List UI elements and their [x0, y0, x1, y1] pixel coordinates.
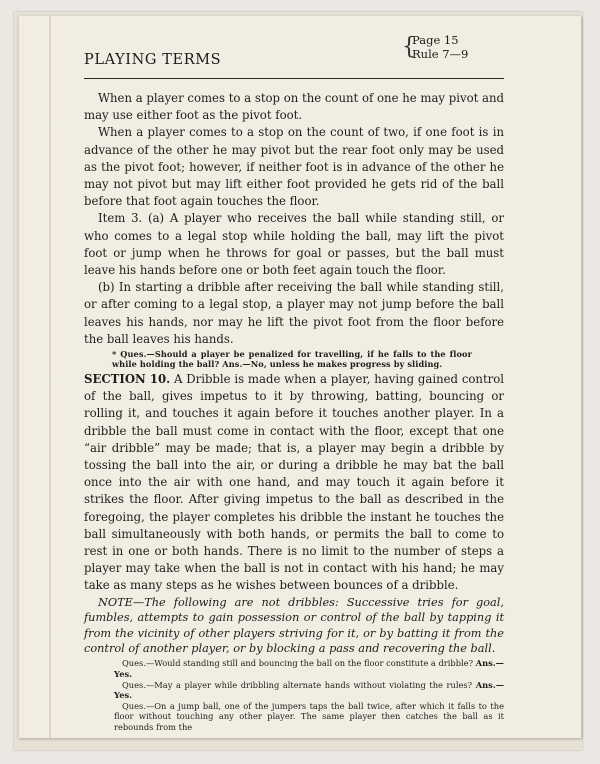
- page-header: [84, 34, 504, 78]
- paragraph-pivot-one: When a player comes to a stop on the count of one he may pivot and may use either foot as the pivot foot.: [84, 91, 504, 123]
- question-list: [84, 658, 504, 732]
- section-label: SECTION 10.: [84, 372, 171, 387]
- question-item: Ques.—Would standing still and bouncing the ball on the floor constitute a dribble? Ans.—Yes.: [114, 658, 504, 679]
- page-number: Page 15: [412, 33, 459, 47]
- page-gutter: [49, 16, 51, 738]
- section-text: A Dribble is made when a player, having gained control of the ball, gives impetus to it by throwing, batting, bouncing or rolling it, and touches it again before it touches another player. In a dribble the ball must come in contact with the floor, except that one “air dribble” may be made; that is, a player may begin a dribble by tossing the ball into the air, or during a dribble he may bat the ball once into the air with one hand, and may touch it again before it strikes the floor. After giving impetus to the ball as described in the foregoing, the player completes his dribble the instant he touches the ball simultaneously with both hands, or permits the ball to come to rest in one or both hands. There is no limit to the number of steps a player may take when the ball is not in contact with his hand; he may take as many steps as he wishes between bounces of a dribble.: [84, 372, 504, 593]
- header-divider: [84, 78, 504, 79]
- brace-icon: {: [402, 33, 416, 60]
- question-travelling: * Ques.—Should a player be penalized for travelling, if he falls to the floor while holding the ball? Ans.—No, unless he makes progress by sliding.: [112, 349, 472, 370]
- page-body: [84, 90, 504, 732]
- paragraph-item-3a: Item 3. (a) A player who receives the ball while standing still, or who comes to a legal stop while holding the ball, may lift the pivot foot or jump when he throws for goal or passes, but the ball must leave his hands before one or both feet again touch the floor.: [84, 211, 504, 278]
- section-10: [84, 371, 504, 595]
- page-title: PLAYING TERMS: [84, 52, 222, 68]
- question-item: Ques.—On a jump ball, one of the jumpers taps the ball twice, after which it falls to the floor without touching any other player. The same player then catches the ball as it rebounds from the: [114, 700, 504, 732]
- question-item: Ques.—May a player while dribbling alternate hands without violating the rules? Ans.—Yes.: [114, 679, 505, 701]
- paragraph-pivot-two: When a player comes to a stop on the count of two, if one foot is in advance of the other he may pivot but the rear foot only may be used as the pivot foot; however, if neither foot is in advance of the other he may not pivot but may lift either foot provided he gets rid of the ball before that foot again touches the floor.: [84, 125, 504, 209]
- rule-reference: Rule 7—9: [412, 47, 469, 61]
- note-not-dribbles: NOTE—The following are not dribbles: Successive tries for goal, fumbles, attempts to gain possession or control of the ball by tapping it from the vicinity of other players striving for it, or by batting it from the control of another player, or by blocking a pass and recovering the ball.: [84, 595, 504, 655]
- paragraph-item-3b: (b) In starting a dribble after receiving the ball while standing still, or after coming to a legal stop, a player may not jump before the ball leaves his hands, nor may he lift the pivot foot from the floor before the ball leaves his hands.: [84, 280, 504, 346]
